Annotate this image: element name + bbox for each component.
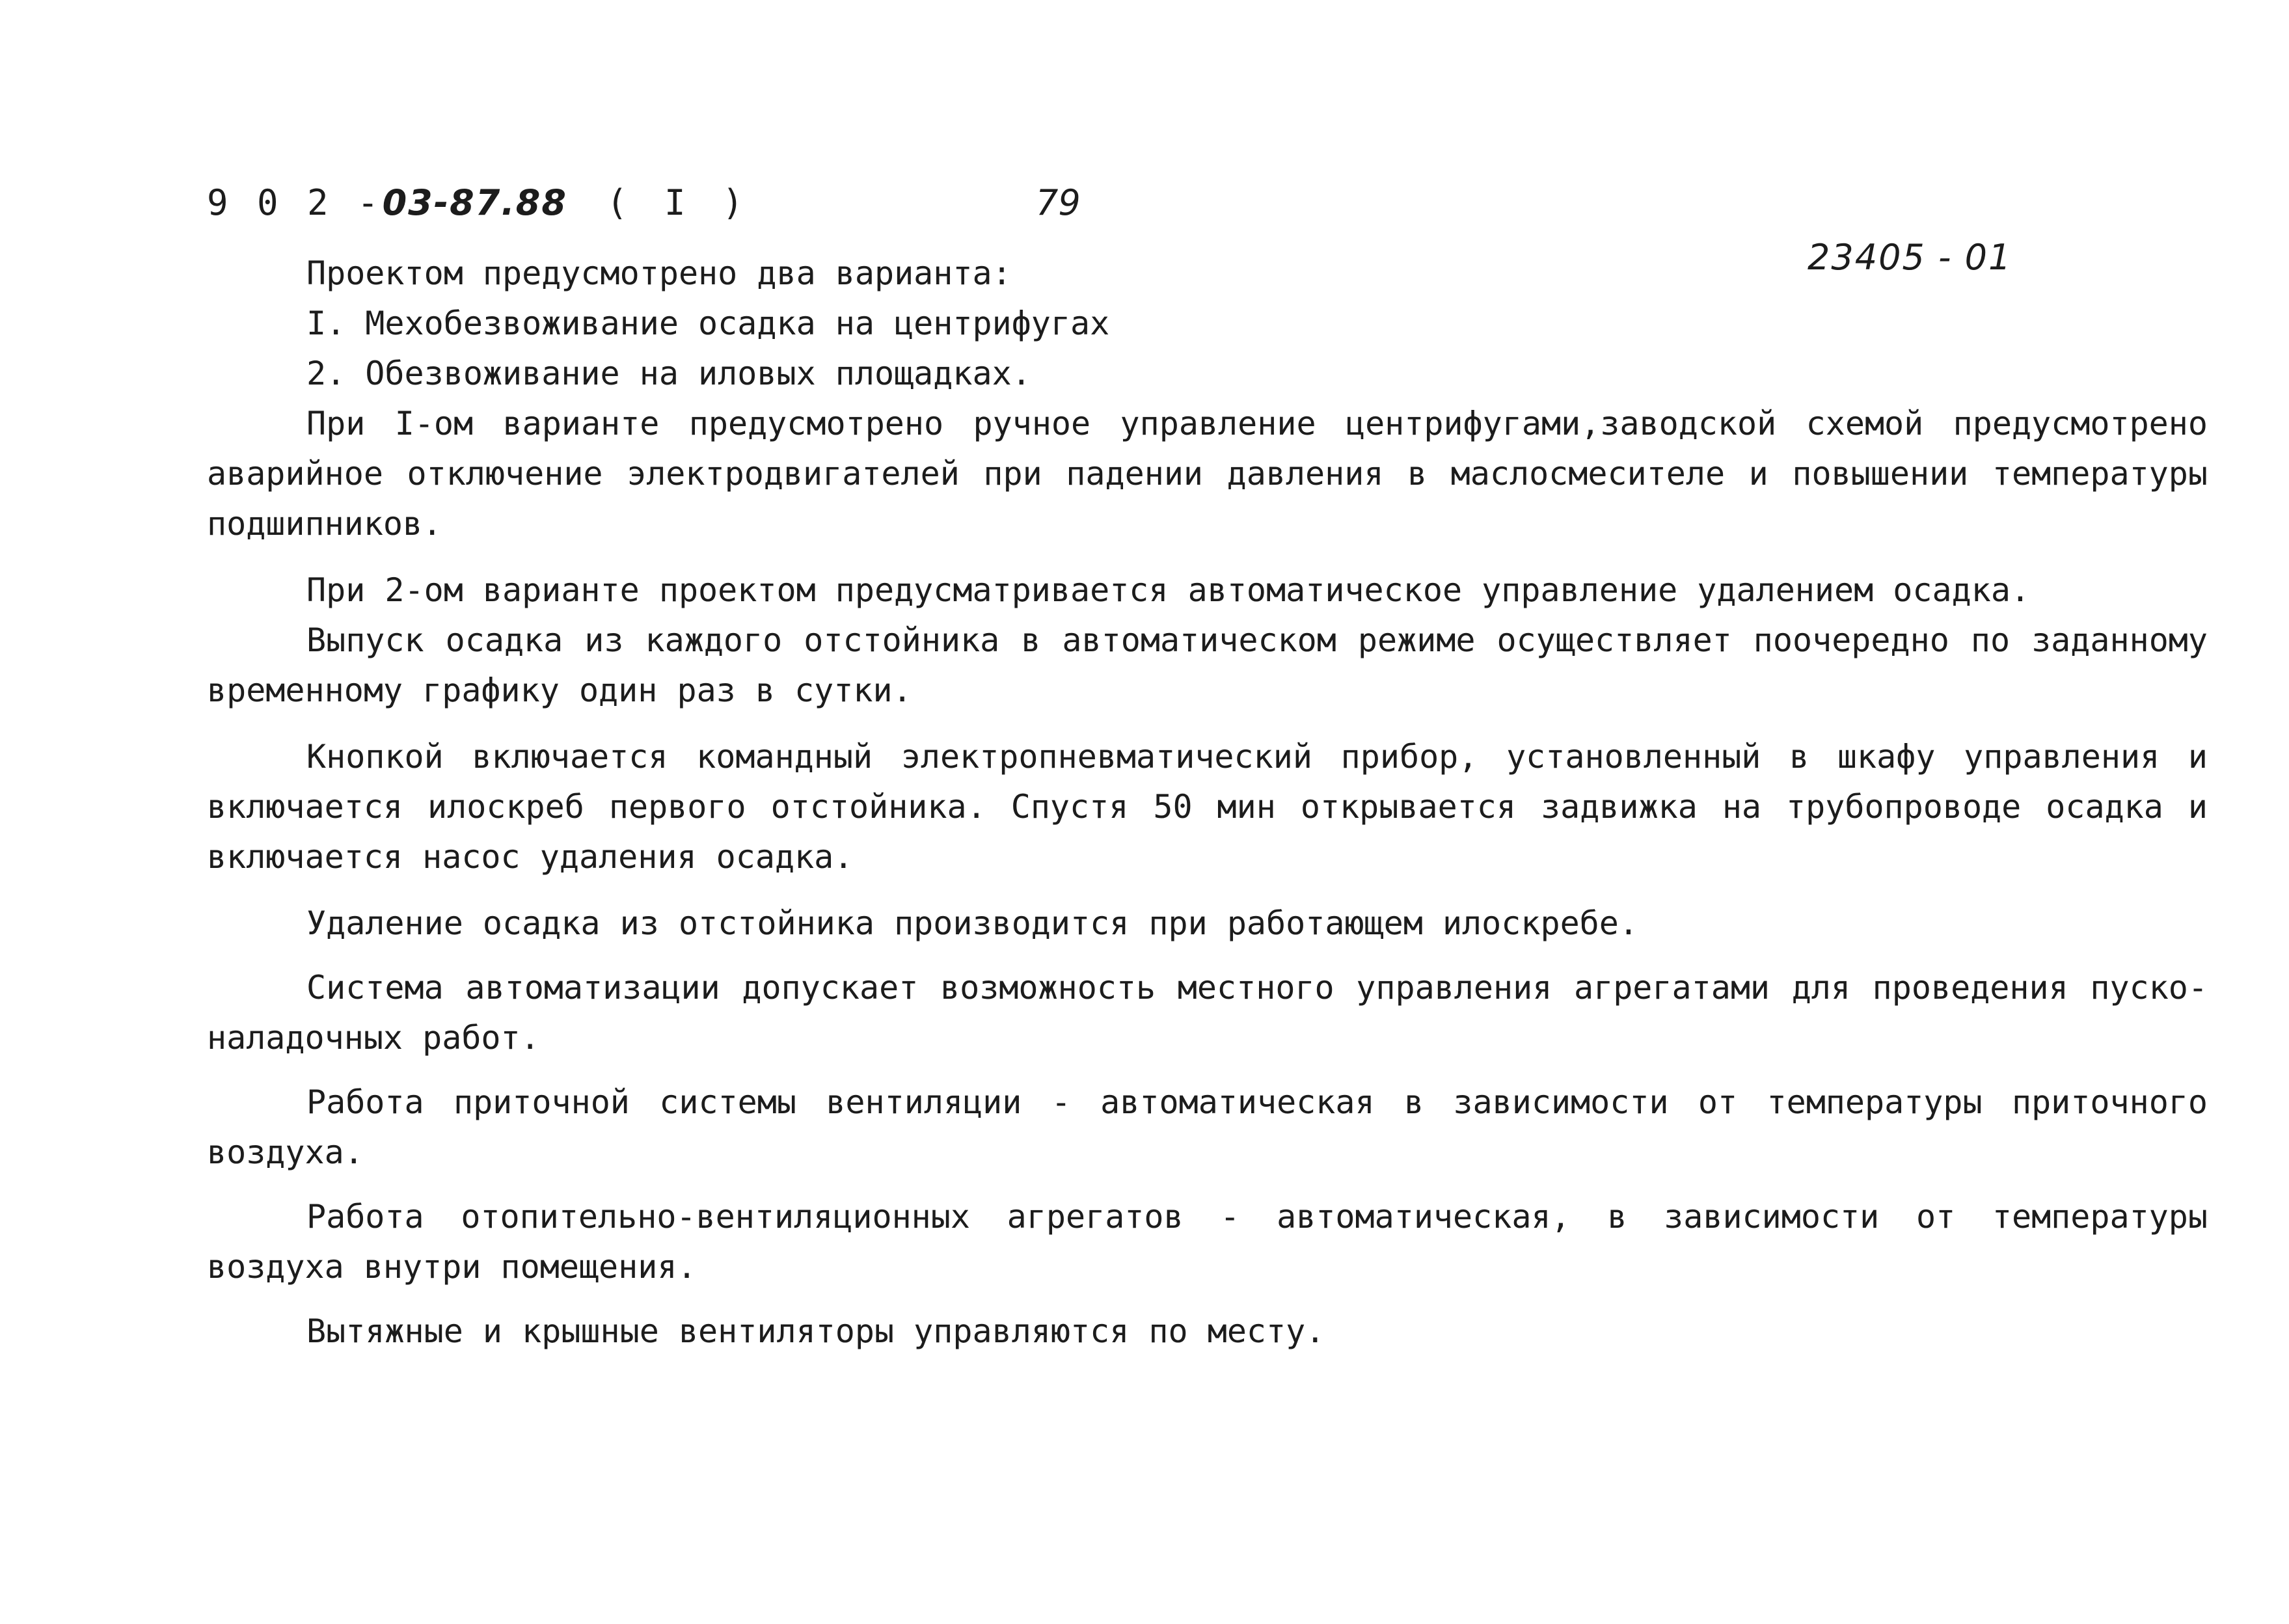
paragraph-option-2-control: При 2-ом варианте проектом предусматривается автоматическое управление удалением осадка. (306, 571, 2031, 609)
paragraph-local-control: Система автоматизации допускает возможность местного управления агрегатами для проведения пуско-наладочных работ. (207, 969, 2208, 1057)
series-prefix: 9 0 2 - (207, 182, 383, 223)
volume-number: ( I ) (606, 182, 752, 223)
list-item-option-1: I. Мехобезвоживание осадка на центрифугах (306, 304, 1110, 342)
paragraph-sludge-removal: Удаление осадка из отстойника производится при работающем илоскребе. (306, 904, 1638, 942)
document-inventory-number: 23405 - 01 (1808, 237, 2012, 278)
paragraph-sludge-release: Выпуск осадка из каждого отстойника в автоматическом режиме осуществляет поочередно по заданному временному графику один раз в сутки. (207, 621, 2208, 709)
paragraph-supply-ventilation: Работа приточной системы вентиляции - автоматическая в зависимости от температуры приточного воздуха. (207, 1083, 2208, 1171)
document-body (207, 249, 2208, 1357)
paragraph-intro: Проектом предусмотрено два варианта: (306, 254, 1012, 292)
paragraph-exhaust-fans: Вытяжные и крышные вентиляторы управляются по месту. (306, 1312, 1325, 1350)
page-number: 79 (1036, 182, 1081, 223)
paragraph-heating-units: Работа отопительно-вентиляционных агрегатов - автоматическая, в зависимости от температуры воздуха внутри помещения. (207, 1198, 2208, 1286)
paragraph-option-1-control: При I-ом варианте предусмотрено ручное управление центрифугами,заводской схемой предусмотрено аварийное отключение электродвигателей при падении давления в маслосмесителе и повышении температуры подшипников. (207, 405, 2208, 543)
list-item-option-2: 2. Обезвоживание на иловых площадках. (306, 355, 1031, 392)
document-series-code (207, 182, 567, 223)
series-code-handwritten: 03-87.88 (382, 182, 567, 223)
paragraph-button-start: Кнопкой включается командный электропневматический прибор, установленный в шкафу управления и включается илоскреб первого отстойника. Спустя 50 мин открывается задвижка на трубопроводе осадка и включается насос удаления осадка. (207, 738, 2208, 876)
